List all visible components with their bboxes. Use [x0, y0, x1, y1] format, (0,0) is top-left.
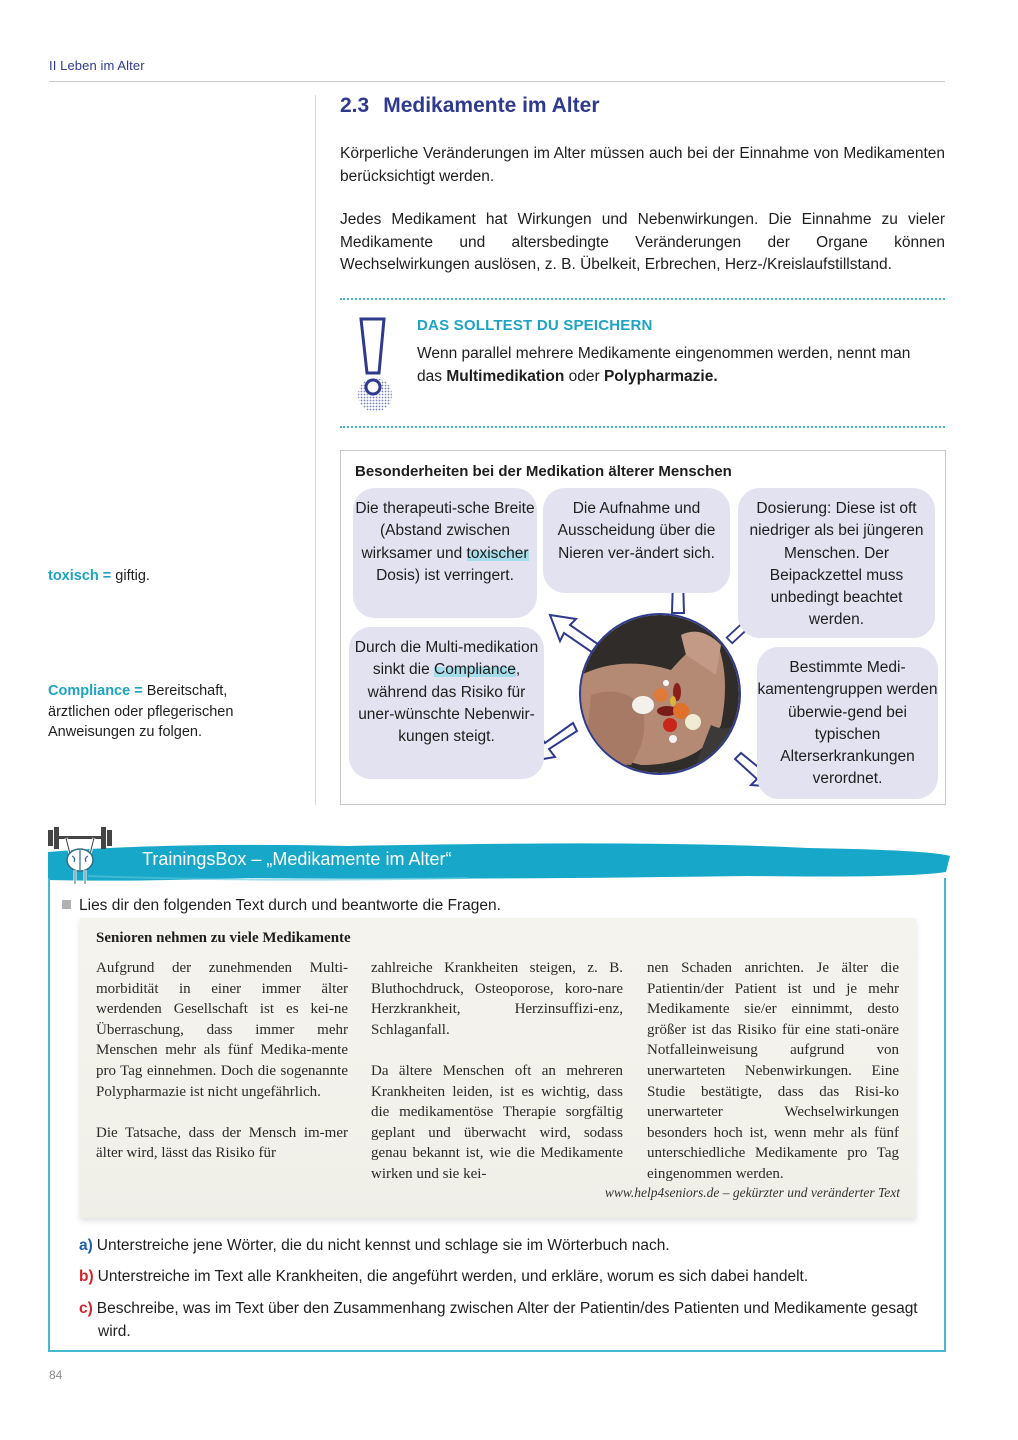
hand-with-pills-illustration: [581, 615, 741, 775]
bubble-text: Dosis) ist verringert.: [376, 566, 514, 584]
section-title: [340, 94, 600, 118]
bubble-therapeutic-range: [353, 488, 537, 618]
header-rule: [49, 81, 945, 82]
intro-paragraph: Körperliche Veränderungen im Alter müssen auch bei der Einnahme von Medikamenten berücksichtigt werden.: [340, 145, 945, 185]
trainingsbox-instruction: [62, 897, 501, 915]
task-text: Unterstreiche im Text alle Krankheiten, die angeführt werden, und erkläre, worum es sich dabei handelt.: [97, 1268, 809, 1285]
task-b: [79, 1265, 939, 1288]
article-excerpt: [80, 918, 916, 1218]
infobox-title: Besonderheiten bei der Medikation älterer Menschen: [355, 463, 732, 480]
bubble-text: , während das Risiko für uner-wünschte Nebenwir-kungen steigt.: [358, 661, 535, 746]
article-column-3: [647, 958, 899, 1185]
running-head: II Leben im Alter: [49, 58, 145, 73]
glossary-definition: Bereitschaft, ärztlichen oder pflegerischen Anweisungen zu folgen.: [48, 683, 234, 740]
instruction-text: Lies dir den folgenden Text durch und beantworte die Fragen.: [79, 897, 501, 914]
task-label: c): [79, 1300, 93, 1317]
section-number: 2.3: [340, 94, 370, 117]
highlight-compliance: Compliance: [434, 661, 516, 679]
article-paragraph: nen Schaden anrichten. Je älter die Patientin/der Patient ist und je mehr Medikamente sie/er einnimmt, desto größer ist das Risiko für eine stati-onäre Notfalleinweisung aufgrund von unerwarteten Nebenwirkungen. Eine Studie bestätigte, dass das Risi-ko unerwarteter Wechselwirkungen besonders hoch ist, wenn mehr als fünf unterschiedliche Medikamente pro Tag eingenommen werden.: [647, 960, 899, 1182]
trainingsbox-title: TrainingsBox – „Medikamente im Alter“: [142, 849, 452, 869]
page-number: 84: [49, 1368, 63, 1382]
article-source: www.help4seniors.de – gekürzter und veränderter Text: [604, 1185, 900, 1200]
memo-heading: DAS SOLLTEST DU SPEICHERN: [417, 317, 653, 334]
column-divider: [315, 95, 316, 805]
glossary-compliance: [48, 681, 288, 743]
article-paragraph: Die Tatsache, dass der Mensch im-mer älter wird, lässt das Risiko für: [96, 1124, 348, 1162]
highlight-toxischer: toxischer: [466, 544, 529, 562]
bullet-square-icon: [62, 900, 71, 909]
article-paragraph: Aufgrund der zunehmenden Multi-morbidität in einer immer älter werdenden Gesellschaft ist es kei-ne Überraschung, dass immer mehr Menschen mehr als fünf Medika-mente pro Tag einnehmen. Doch die sogenannte Polypharmazie ist nicht ungefährlich.: [96, 960, 348, 1100]
task-c: [79, 1297, 939, 1343]
memo-text-middle: oder: [564, 368, 604, 385]
memo-text: [417, 342, 937, 388]
task-text: Beschreibe, was im Text über den Zusammenhang zwischen Alter der Patientin/des Patienten und Medikamente gesagt wird.: [96, 1300, 918, 1340]
task-a: [79, 1234, 939, 1257]
memo-text-start: Wenn parallel mehrere Medikamente eingenommen werden, nennt man das: [417, 345, 911, 385]
article-column-1: [96, 958, 348, 1164]
section-title-text: Medikamente im Alter: [383, 94, 600, 117]
term-multimedikation: Multimedikation: [446, 368, 565, 385]
bubble-dosage: Dosierung: Diese ist oft niedriger als bei jüngeren Menschen. Der Beipackzettel muss unbedingt beachtet werden.: [738, 488, 935, 638]
glossary-toxisch: [48, 566, 288, 587]
task-label: b): [79, 1268, 94, 1285]
article-paragraph: Da ältere Menschen oft an mehreren Krankheiten leiden, ist es wichtig, dass die medikamentöse Therapie sorgfältig geplant und überwacht wird, sodass genau bekannt ist, wie die Medikamente wirken und sie kei-: [371, 1062, 623, 1182]
glossary-term: toxisch =: [48, 568, 112, 584]
bubble-compliance: [349, 627, 544, 779]
memo-divider-top: [340, 298, 945, 300]
task-label: a): [79, 1237, 93, 1254]
bubble-drug-groups: Bestimmte Medi-kamentengruppen werden überwie-gend bei typischen Alterserkrankungen verordnet.: [757, 647, 938, 799]
bubble-kidneys: Die Aufnahme und Ausscheidung über die Nieren ver-ändert sich.: [543, 488, 730, 593]
effects-paragraph: Jedes Medikament hat Wirkungen und Nebenwirkungen. Die Einnahme zu vieler Medikamente und altersbedingte Veränderungen der Organe können Wechselwirkungen auslösen, z. B. Übelkeit, Erbrechen, Herz-/Kreislaufstillstand.: [340, 211, 945, 273]
memo-divider-bottom: [340, 426, 945, 428]
bubble-text: Die therapeuti-sche Breite (Abstand zwischen wirksamer und: [355, 500, 535, 562]
hand-with-pills-photo: [579, 613, 741, 775]
task-text: Unterstreiche jene Wörter, die du nicht kennst und schlage sie im Wörterbuch nach.: [96, 1237, 670, 1254]
article-column-2: [371, 958, 623, 1185]
bubble-text: Durch die Multi-medikation sinkt die: [354, 639, 539, 679]
infobox-medication-elderly: [340, 450, 946, 805]
article-title: Senioren nehmen zu viele Medikamente: [96, 930, 351, 946]
article-paragraph: zahlreiche Krankheiten steigen, z. B. Bluthochdruck, Osteoporose, koro-nare Herzkrankheit, Herzinsuffizi-enz, Schlaganfall.: [371, 960, 623, 1038]
glossary-term: Compliance =: [48, 683, 143, 699]
glossary-definition: giftig.: [111, 568, 150, 584]
term-polypharmazie: Polypharmazie.: [603, 368, 718, 385]
exclamation-icon: [348, 315, 398, 415]
